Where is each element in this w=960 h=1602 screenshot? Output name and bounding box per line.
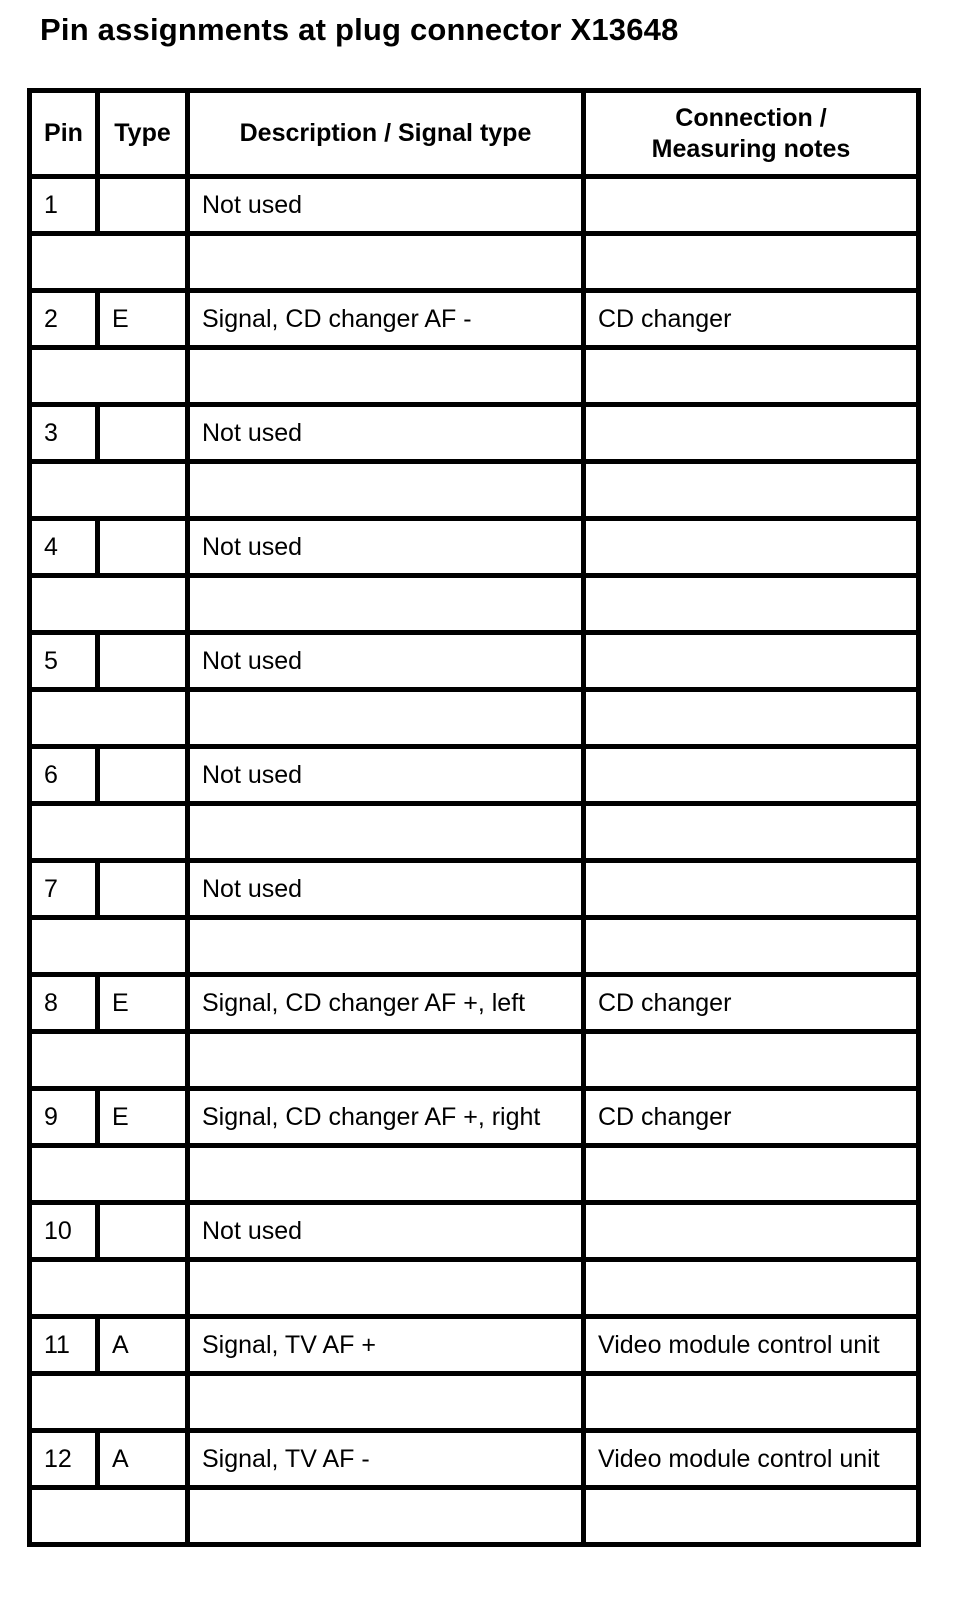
cell-description: Not used xyxy=(188,747,584,804)
table-spacer-row xyxy=(30,1374,919,1431)
cell-pin: 9 xyxy=(30,1089,98,1146)
cell-connection xyxy=(584,747,919,804)
spacer-cell-description xyxy=(188,234,584,291)
cell-type xyxy=(98,1203,188,1260)
spacer-cell-connection xyxy=(584,576,919,633)
spacer-cell-description xyxy=(188,918,584,975)
spacer-cell-description xyxy=(188,1374,584,1431)
cell-description: Not used xyxy=(188,861,584,918)
cell-pin: 2 xyxy=(30,291,98,348)
spacer-cell-description xyxy=(188,1146,584,1203)
table-row xyxy=(30,861,919,918)
table-spacer-row xyxy=(30,462,919,519)
table-row xyxy=(30,291,919,348)
table-spacer-row xyxy=(30,1488,919,1545)
cell-description: Signal, CD changer AF +, left xyxy=(188,975,584,1032)
spacer-cell-connection xyxy=(584,1374,919,1431)
cell-pin: 8 xyxy=(30,975,98,1032)
cell-type: A xyxy=(98,1431,188,1488)
spacer-cell-description xyxy=(188,576,584,633)
table-body xyxy=(30,177,919,1545)
cell-description: Not used xyxy=(188,519,584,576)
cell-pin: 12 xyxy=(30,1431,98,1488)
spacer-cell-connection xyxy=(584,462,919,519)
cell-type: E xyxy=(98,1089,188,1146)
cell-pin: 3 xyxy=(30,405,98,462)
spacer-cell-pin-type xyxy=(30,1032,188,1089)
spacer-cell-connection xyxy=(584,1260,919,1317)
cell-pin: 6 xyxy=(30,747,98,804)
cell-description: Signal, TV AF - xyxy=(188,1431,584,1488)
spacer-cell-pin-type xyxy=(30,918,188,975)
spacer-cell-description xyxy=(188,348,584,405)
column-header-connection-line1: Connection / xyxy=(675,103,827,132)
table-spacer-row xyxy=(30,1260,919,1317)
cell-description: Signal, CD changer AF +, right xyxy=(188,1089,584,1146)
cell-type: E xyxy=(98,975,188,1032)
cell-connection: CD changer xyxy=(584,1089,919,1146)
cell-type xyxy=(98,747,188,804)
table-row xyxy=(30,177,919,234)
table-row xyxy=(30,1089,919,1146)
table-row xyxy=(30,975,919,1032)
table-row xyxy=(30,405,919,462)
spacer-cell-pin-type xyxy=(30,1260,188,1317)
spacer-cell-description xyxy=(188,1032,584,1089)
spacer-cell-connection xyxy=(584,804,919,861)
cell-connection xyxy=(584,633,919,690)
cell-pin: 7 xyxy=(30,861,98,918)
spacer-cell-connection xyxy=(584,1032,919,1089)
spacer-cell-pin-type xyxy=(30,576,188,633)
cell-type: E xyxy=(98,291,188,348)
cell-pin: 4 xyxy=(30,519,98,576)
cell-pin: 1 xyxy=(30,177,98,234)
cell-description: Signal, CD changer AF - xyxy=(188,291,584,348)
cell-connection: CD changer xyxy=(584,291,919,348)
spacer-cell-description xyxy=(188,462,584,519)
cell-connection xyxy=(584,1203,919,1260)
column-header-connection-line2: Measuring notes xyxy=(651,134,851,163)
spacer-cell-pin-type xyxy=(30,234,188,291)
cell-pin: 10 xyxy=(30,1203,98,1260)
table-row xyxy=(30,519,919,576)
cell-type xyxy=(98,405,188,462)
spacer-cell-description xyxy=(188,690,584,747)
table-row xyxy=(30,1203,919,1260)
cell-connection: CD changer xyxy=(584,975,919,1032)
cell-description: Not used xyxy=(188,405,584,462)
spacer-cell-pin-type xyxy=(30,804,188,861)
spacer-cell-pin-type xyxy=(30,690,188,747)
document-title: Pin assignments at plug connector X13648 xyxy=(40,12,679,47)
table-row xyxy=(30,633,919,690)
cell-connection xyxy=(584,405,919,462)
column-header-pin: Pin xyxy=(30,91,98,177)
cell-description: Not used xyxy=(188,177,584,234)
cell-type xyxy=(98,633,188,690)
spacer-cell-connection xyxy=(584,1488,919,1545)
spacer-cell-connection xyxy=(584,690,919,747)
table-header-row xyxy=(30,91,919,177)
cell-type xyxy=(98,519,188,576)
spacer-cell-connection xyxy=(584,234,919,291)
cell-connection xyxy=(584,177,919,234)
spacer-cell-pin-type xyxy=(30,1488,188,1545)
cell-type xyxy=(98,177,188,234)
cell-pin: 11 xyxy=(30,1317,98,1374)
cell-connection: Video module control unit xyxy=(584,1317,919,1374)
cell-description: Not used xyxy=(188,1203,584,1260)
table-row xyxy=(30,747,919,804)
spacer-cell-description xyxy=(188,1488,584,1545)
table-row xyxy=(30,1431,919,1488)
spacer-cell-pin-type xyxy=(30,1146,188,1203)
column-header-connection xyxy=(584,91,919,177)
table-spacer-row xyxy=(30,918,919,975)
spacer-cell-pin-type xyxy=(30,1374,188,1431)
table-spacer-row xyxy=(30,348,919,405)
cell-type: A xyxy=(98,1317,188,1374)
pin-assignment-table xyxy=(27,88,921,1547)
cell-description: Not used xyxy=(188,633,584,690)
spacer-cell-description xyxy=(188,804,584,861)
spacer-cell-connection xyxy=(584,348,919,405)
table-spacer-row xyxy=(30,1032,919,1089)
table-spacer-row xyxy=(30,576,919,633)
spacer-cell-connection xyxy=(584,1146,919,1203)
column-header-description: Description / Signal type xyxy=(188,91,584,177)
table-row xyxy=(30,1317,919,1374)
cell-type xyxy=(98,861,188,918)
table-spacer-row xyxy=(30,804,919,861)
spacer-cell-connection xyxy=(584,918,919,975)
spacer-cell-pin-type xyxy=(30,462,188,519)
cell-connection xyxy=(584,861,919,918)
spacer-cell-pin-type xyxy=(30,348,188,405)
cell-connection xyxy=(584,519,919,576)
column-header-type: Type xyxy=(98,91,188,177)
spacer-cell-description xyxy=(188,1260,584,1317)
table-spacer-row xyxy=(30,234,919,291)
cell-pin: 5 xyxy=(30,633,98,690)
table-spacer-row xyxy=(30,1146,919,1203)
table-spacer-row xyxy=(30,690,919,747)
cell-description: Signal, TV AF + xyxy=(188,1317,584,1374)
cell-connection: Video module control unit xyxy=(584,1431,919,1488)
